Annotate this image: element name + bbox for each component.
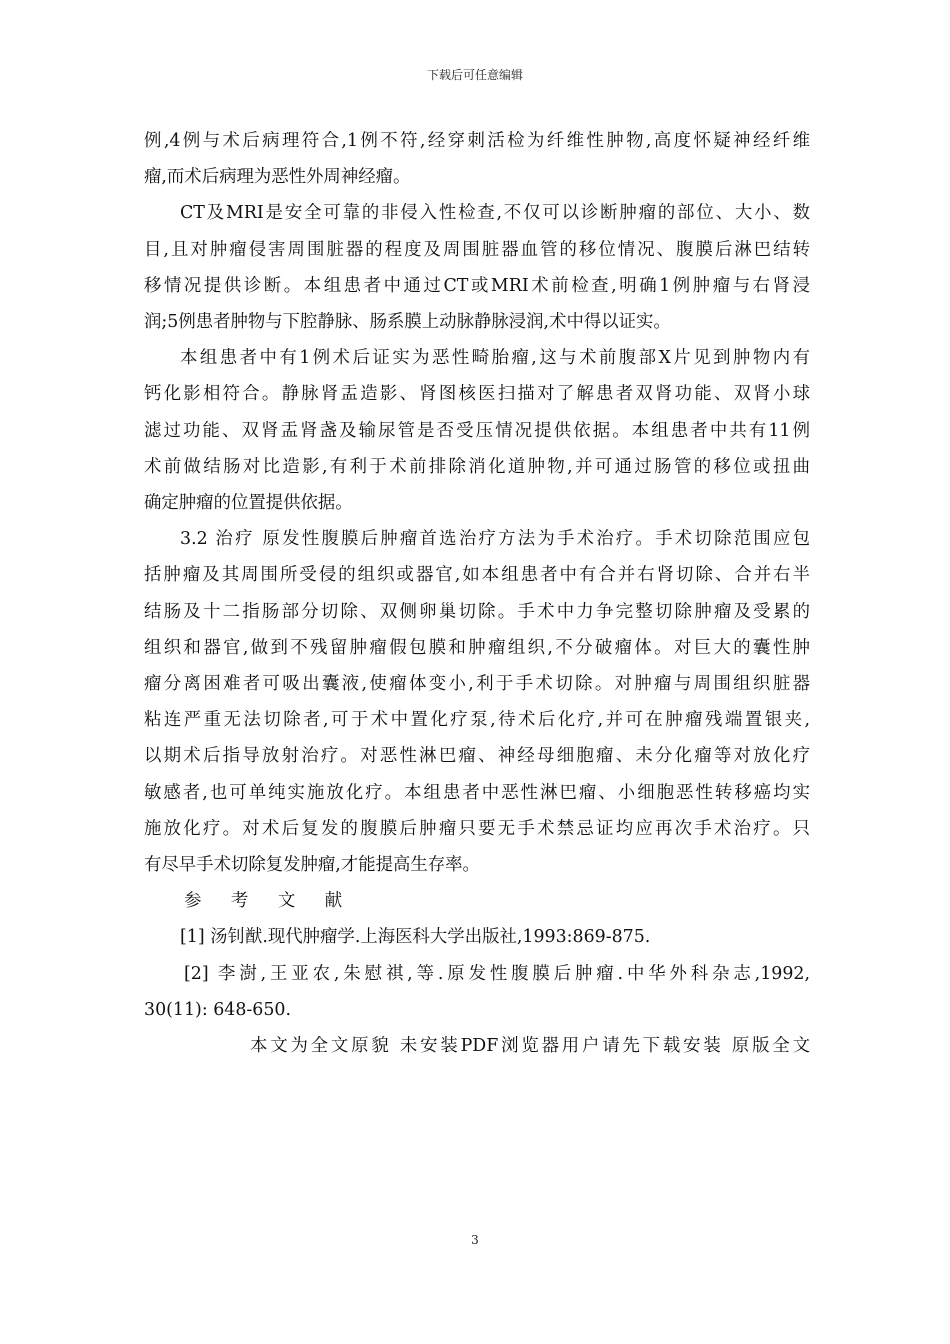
- paragraph-4-line-4: 组织和器官,做到不残留肿瘤假包膜和肿瘤组织,不分破瘤体。对巨大的囊性肿: [144, 637, 810, 658]
- paragraph-3-line-3: 滤过功能、双肾盂肾盏及输尿管是否受压情况提供依据。本组患者中共有11例: [144, 420, 810, 441]
- paragraph-2-line-3: 移情况提供诊断。本组患者中通过CT或MRI术前检查,明确1例肿瘤与右肾浸: [144, 275, 810, 296]
- paragraph-1-line-2: 瘤,而术后病理为恶性外周神经瘤。: [144, 167, 411, 188]
- reference-2-line-2: 30(11): 648-650.: [144, 999, 292, 1020]
- paragraph-4-line-3: 结肠及十二指肠部分切除、双侧卵巢切除。手术中力争完整切除肿瘤及受累的: [144, 601, 810, 622]
- document-body: [144, 123, 810, 1064]
- page-header: 下载后可任意编辑: [426, 68, 523, 82]
- paragraph-1-line-1: 例,4例与术后病理符合,1例不符,经穿刺活检为纤维性肿物,高度怀疑神经纤维: [144, 131, 810, 151]
- paragraph-3-line-4: 术前做结肠对比造影,有利于术前排除消化道肿物,并可通过肠管的移位或扭曲: [144, 456, 810, 477]
- paragraph-4-line-6: 粘连严重无法切除者,可于术中置化疗泵,待术后化疗,并可在肿瘤残端置银夹,: [144, 710, 810, 731]
- paragraph-3-line-2: 钙化影相符合。静脉肾盂造影、肾图核医扫描对了解患者双肾功能、双肾小球: [144, 384, 810, 405]
- paragraph-3-line-1: 本组患者中有1例术后证实为恶性畸胎瘤,这与术前腹部X片见到肿物内有: [180, 348, 810, 369]
- paragraph-2-line-4: 润;5例患者肿物与下腔静脉、肠系膜上动脉静脉浸润,术中得以证实。: [144, 312, 671, 333]
- paragraph-4-line-9: 施放化疗。对术后复发的腹膜后肿瘤只要无手术禁忌证均应再次手术治疗。只: [144, 818, 810, 839]
- paragraph-4-line-10: 有尽早手术切除复发肿瘤,才能提高生存率。: [144, 855, 480, 876]
- page-number: 3: [471, 1233, 479, 1247]
- references-heading: 参 考 文 献: [184, 891, 355, 912]
- reference-1: [1] 汤钊猷.现代肿瘤学.上海医科大学出版社,1993:869-875.: [180, 927, 651, 948]
- paragraph-2-line-1: CT及MRI是安全可靠的非侵入性检查,不仅可以诊断肿瘤的部位、大小、数: [180, 203, 810, 224]
- paragraph-2-line-2: 目,且对肿瘤侵害周围脏器的程度及周围脏器血管的移位情况、腹膜后淋巴结转: [144, 239, 810, 260]
- paragraph-4-line-2: 括肿瘤及其周围所受侵的组织或器官,如本组患者中有合并右肾切除、合并右半: [144, 565, 810, 586]
- paragraph-4-line-5: 瘤分离困难者可吸出囊液,使瘤体变小,利于手术切除。对肿瘤与周围组织脏器: [144, 674, 810, 695]
- paragraph-4-line-1: 3.2 治疗 原发性腹膜后肿瘤首选治疗方法为手术治疗。手术切除范围应包: [180, 529, 810, 550]
- paragraph-3-line-5: 确定肿瘤的位置提供依据。: [144, 493, 353, 514]
- reference-2-line-1: [2] 李澍,王亚农,朱慰祺,等.原发性腹膜后肿瘤.中华外科杂志,1992,: [184, 963, 810, 984]
- paragraph-4-line-7: 以期术后指导放射治疗。对恶性淋巴瘤、神经母细胞瘤、未分化瘤等对放化疗: [144, 746, 810, 767]
- fulltext-note: 本文为全文原貌 未安装PDF浏览器用户请先下载安装 原版全文: [250, 1036, 810, 1057]
- paragraph-4-line-8: 敏感者,也可单纯实施放化疗。本组患者中恶性淋巴瘤、小细胞恶性转移癌均实: [144, 782, 810, 803]
